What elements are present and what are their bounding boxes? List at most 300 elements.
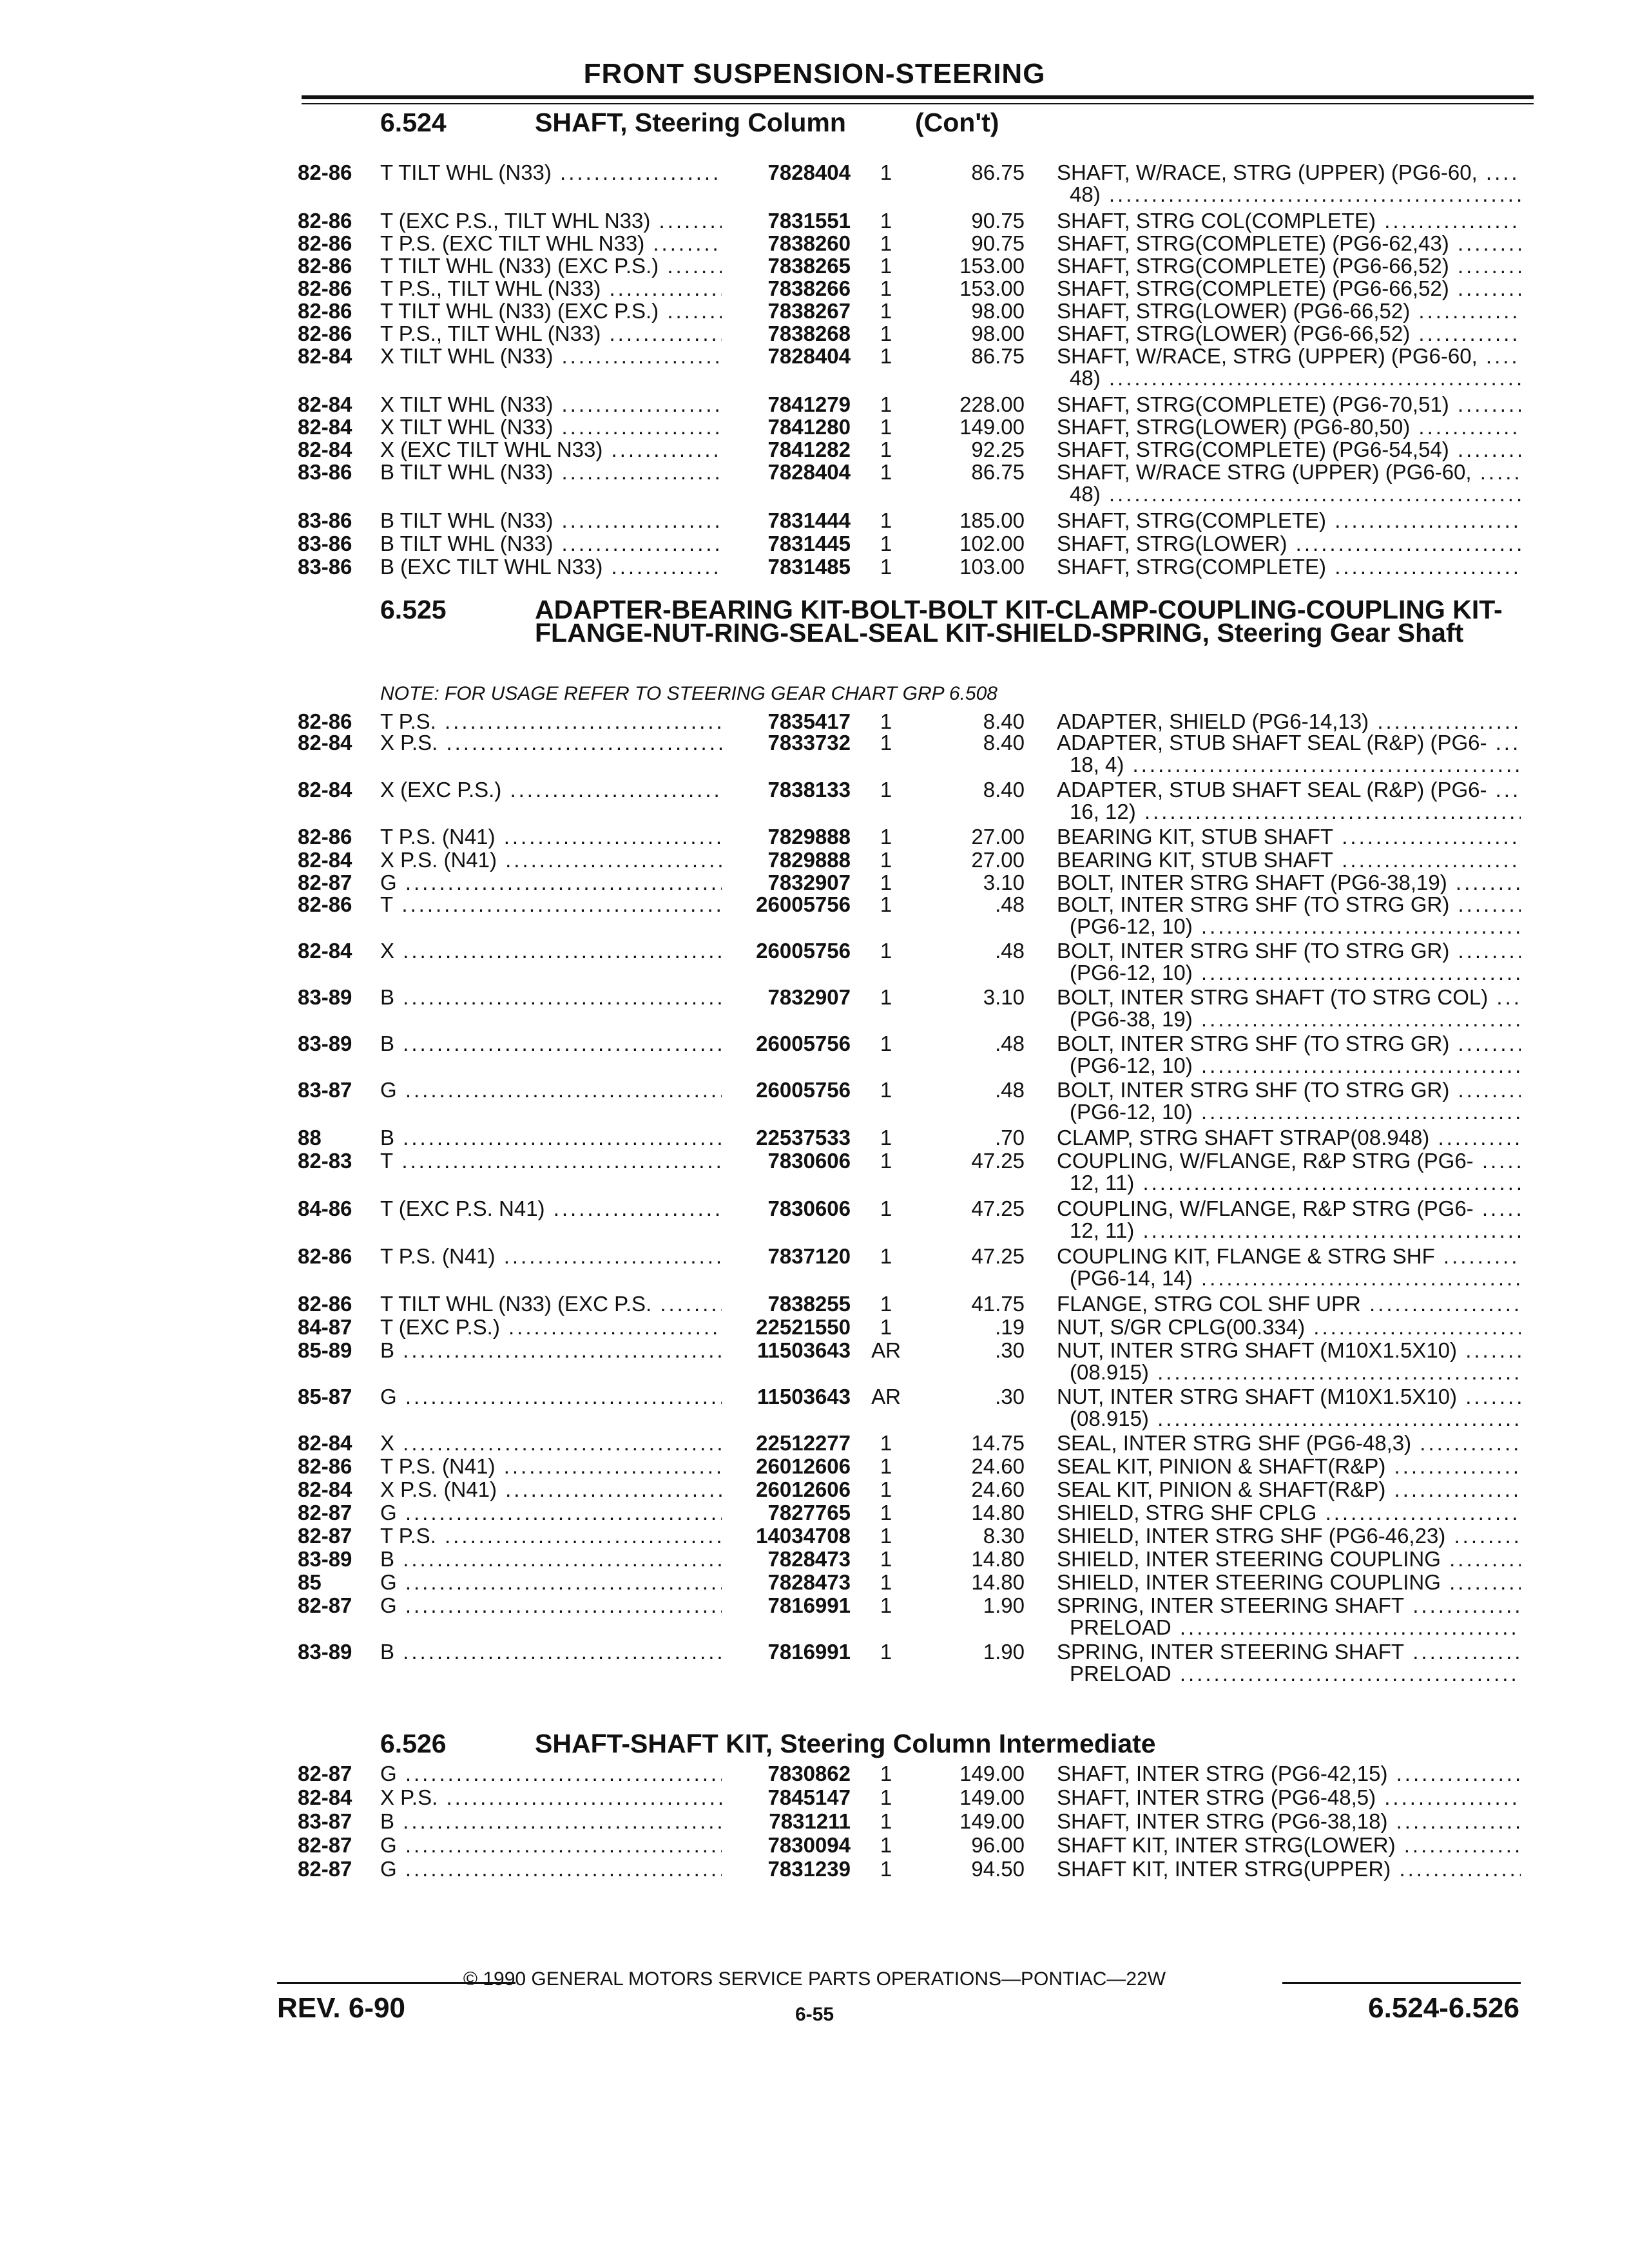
row-price: 86.75 xyxy=(971,460,1025,484)
row-years: 83-89 xyxy=(298,1032,352,1055)
row-price: 14.80 xyxy=(971,1570,1025,1594)
row-models: X P.S. (N41) ..... xyxy=(380,849,722,872)
row-years: 82-84 xyxy=(298,415,352,439)
row-models: T P.S. (N41) ..... xyxy=(380,1245,722,1268)
row-models: T TILT WHL (N33) ..... xyxy=(380,161,722,184)
footer-page-number: 6-55 xyxy=(795,2004,834,2025)
row-quantity: 1 xyxy=(880,437,892,461)
row-models: X ..... xyxy=(380,1432,722,1455)
row-description: BEARING KIT, STUB SHAFT ..... xyxy=(1057,825,1521,849)
row-models: X ..... xyxy=(380,939,722,963)
row-models: T P.S. ..... xyxy=(380,710,722,733)
table-row xyxy=(0,825,1629,851)
row-years: 82-86 xyxy=(298,709,352,733)
row-price: 27.00 xyxy=(971,825,1025,849)
row-price: 8.40 xyxy=(983,778,1025,802)
row-models: T P.S., TILT WHL (N33) ..... xyxy=(380,277,722,300)
row-quantity: 1 xyxy=(880,1196,892,1220)
row-models: G ..... xyxy=(380,1762,722,1785)
row-quantity: 1 xyxy=(880,415,892,439)
row-quantity: 1 xyxy=(880,1570,892,1594)
row-price: 14.80 xyxy=(971,1547,1025,1571)
row-price: 90.75 xyxy=(971,231,1025,255)
row-price: .48 xyxy=(995,1078,1025,1102)
row-description-continued: 48) ..... xyxy=(1070,483,1521,506)
row-price: 96.00 xyxy=(971,1833,1025,1857)
row-models: G ..... xyxy=(380,871,722,894)
row-description: SHAFT, STRG(COMPLETE) ..... xyxy=(1057,555,1521,579)
row-price: .48 xyxy=(995,892,1025,916)
row-models: B ..... xyxy=(380,986,722,1009)
table-row xyxy=(0,1126,1629,1152)
row-models: G ..... xyxy=(380,1571,722,1594)
table-row xyxy=(0,1316,1629,1341)
row-models: G ..... xyxy=(380,1385,722,1408)
row-part-number: 7829888 xyxy=(767,848,851,872)
header-rule-thin xyxy=(302,103,1534,104)
section-title: SHAFT-SHAFT KIT, Steering Column Intermediate xyxy=(535,1729,1156,1758)
row-quantity: 1 xyxy=(880,939,892,963)
table-row xyxy=(0,1810,1629,1836)
table-row-continuation xyxy=(0,367,1629,392)
table-row xyxy=(0,1524,1629,1550)
row-description: SHAFT, STRG(LOWER) (PG6-66,52) ..... xyxy=(1057,300,1521,323)
row-price: 228.00 xyxy=(959,392,1025,416)
row-years: 83-87 xyxy=(298,1809,352,1833)
row-price: .48 xyxy=(995,1032,1025,1055)
row-years: 82-86 xyxy=(298,1454,352,1478)
row-quantity: 1 xyxy=(880,1785,892,1809)
row-price: 3.10 xyxy=(983,985,1025,1009)
row-part-number: 26005756 xyxy=(756,1032,851,1055)
section-title: SHAFT, Steering Column xyxy=(535,108,846,137)
row-description: SHAFT, STRG(COMPLETE) (PG6-62,43) ..... xyxy=(1057,232,1521,255)
row-part-number: 7838260 xyxy=(767,231,851,255)
table-row-continuation xyxy=(0,1171,1629,1197)
section-continued: (Con't) xyxy=(915,108,999,137)
row-years: 85-87 xyxy=(298,1385,352,1408)
row-quantity: 1 xyxy=(880,731,892,754)
row-description-continued: (PG6-12, 10) ..... xyxy=(1070,961,1521,985)
row-price: 153.00 xyxy=(959,254,1025,278)
row-models: T P.S. ..... xyxy=(380,1524,722,1548)
row-quantity: 1 xyxy=(880,848,892,872)
row-part-number: 22512277 xyxy=(756,1431,851,1455)
row-description: BOLT, INTER STRG SHAFT (TO STRG COL) ..... xyxy=(1057,986,1521,1009)
row-description: BOLT, INTER STRG SHF (TO STRG GR) ..... xyxy=(1057,893,1521,916)
row-years: 82-87 xyxy=(298,870,352,894)
row-price: 24.60 xyxy=(971,1477,1025,1501)
row-part-number: 26005756 xyxy=(756,1078,851,1102)
row-years: 82-84 xyxy=(298,1477,352,1501)
row-years: 82-84 xyxy=(298,848,352,872)
row-part-number: 7845147 xyxy=(767,1785,851,1809)
row-models: B TILT WHL (N33) ..... xyxy=(380,461,722,484)
row-description-continued: (08.915) ..... xyxy=(1070,1361,1521,1384)
section-number: 6.525 xyxy=(380,595,447,624)
row-years: 83-86 xyxy=(298,532,352,555)
row-models: T P.S., TILT WHL (N33) ..... xyxy=(380,322,722,345)
row-quantity: 1 xyxy=(880,1833,892,1857)
row-quantity: 1 xyxy=(880,344,892,368)
row-price: 86.75 xyxy=(971,344,1025,368)
row-price: 98.00 xyxy=(971,322,1025,345)
row-price: .30 xyxy=(995,1338,1025,1362)
table-row-continuation xyxy=(0,800,1629,826)
row-models: B TILT WHL (N33) ..... xyxy=(380,509,722,532)
row-part-number: 26012606 xyxy=(756,1477,851,1501)
row-description: NUT, S/GR CPLG(00.334) ..... xyxy=(1057,1316,1521,1339)
page-title: FRONT SUSPENSION-STEERING xyxy=(583,58,1046,90)
row-models: X TILT WHL (N33) ..... xyxy=(380,345,722,368)
row-part-number: 7838265 xyxy=(767,254,851,278)
table-row xyxy=(0,1571,1629,1597)
row-models: X P.S. (N41) ..... xyxy=(380,1478,722,1501)
row-part-number: 7841280 xyxy=(767,415,851,439)
row-description-continued: (PG6-12, 10) ..... xyxy=(1070,1054,1521,1077)
row-models: T P.S. (N41) ..... xyxy=(380,1455,722,1478)
row-years: 82-86 xyxy=(298,276,352,300)
row-description-continued: (PG6-14, 14) ..... xyxy=(1070,1267,1521,1290)
table-row-continuation xyxy=(0,183,1629,209)
row-price: 94.50 xyxy=(971,1857,1025,1881)
row-description-continued: (PG6-38, 19) ..... xyxy=(1070,1008,1521,1031)
row-quantity: 1 xyxy=(880,1078,892,1102)
row-description: FLANGE, STRG COL SHF UPR ..... xyxy=(1057,1293,1521,1316)
row-description: SHAFT, STRG(COMPLETE) ..... xyxy=(1057,509,1521,532)
row-description: SHAFT, INTER STRG (PG6-42,15) ..... xyxy=(1057,1762,1521,1785)
row-years: 82-86 xyxy=(298,1292,352,1316)
row-description-continued: 18, 4) ..... xyxy=(1070,753,1521,776)
row-quantity: 1 xyxy=(880,1857,892,1881)
row-price: .19 xyxy=(995,1315,1025,1339)
row-description: BEARING KIT, STUB SHAFT ..... xyxy=(1057,849,1521,872)
row-part-number: 7828473 xyxy=(767,1570,851,1594)
row-description: SHAFT KIT, INTER STRG(LOWER) ..... xyxy=(1057,1834,1521,1857)
row-price: 149.00 xyxy=(959,1809,1025,1833)
row-quantity: 1 xyxy=(880,1477,892,1501)
row-description: SEAL KIT, PINION & SHAFT(R&P) ..... xyxy=(1057,1455,1521,1478)
row-description: SHAFT, STRG(LOWER) (PG6-80,50) ..... xyxy=(1057,416,1521,439)
row-years: 82-86 xyxy=(298,231,352,255)
row-models: X P.S. ..... xyxy=(380,731,722,754)
section-number: 6.524 xyxy=(380,108,447,137)
row-description-continued: 48) ..... xyxy=(1070,183,1521,206)
row-years: 82-84 xyxy=(298,939,352,963)
table-row-continuation xyxy=(0,483,1629,508)
row-models: X (EXC TILT WHL N33) ..... xyxy=(380,438,722,461)
row-quantity: 1 xyxy=(880,508,892,532)
row-part-number: 7828473 xyxy=(767,1547,851,1571)
row-part-number: 7831239 xyxy=(767,1857,851,1881)
row-quantity: 1 xyxy=(880,254,892,278)
row-description: NUT, INTER STRG SHAFT (M10X1.5X10) ..... xyxy=(1057,1339,1521,1362)
row-models: T ..... xyxy=(380,893,722,916)
row-years: 82-87 xyxy=(298,1524,352,1548)
row-price: .30 xyxy=(995,1385,1025,1408)
row-years: 82-83 xyxy=(298,1149,352,1173)
row-description: BOLT, INTER STRG SHF (TO STRG GR) ..... xyxy=(1057,1032,1521,1055)
row-models: T P.S. (EXC TILT WHL N33) ..... xyxy=(380,232,722,255)
table-row-continuation xyxy=(0,915,1629,941)
row-description: SHAFT, INTER STRG (PG6-48,5) ..... xyxy=(1057,1786,1521,1809)
row-description-continued: (PG6-12, 10) ..... xyxy=(1070,915,1521,938)
row-part-number: 7816991 xyxy=(767,1593,851,1617)
row-part-number: 7816991 xyxy=(767,1640,851,1664)
row-quantity: 1 xyxy=(880,1244,892,1268)
row-description-continued: PRELOAD ..... xyxy=(1070,1662,1521,1686)
row-description: SPRING, INTER STEERING SHAFT ..... xyxy=(1057,1594,1521,1617)
table-row-continuation xyxy=(0,1219,1629,1245)
row-years: 82-84 xyxy=(298,778,352,802)
row-part-number: 7838133 xyxy=(767,778,851,802)
row-description: SHAFT, INTER STRG (PG6-38,18) ..... xyxy=(1057,1810,1521,1833)
row-description: COUPLING, W/FLANGE, R&P STRG (PG6- ..... xyxy=(1057,1197,1521,1220)
row-quantity: 1 xyxy=(880,1126,892,1149)
row-quantity: 1 xyxy=(880,1547,892,1571)
row-quantity: 1 xyxy=(880,892,892,916)
row-price: 14.80 xyxy=(971,1501,1025,1524)
row-description-continued: 48) ..... xyxy=(1070,367,1521,390)
row-description: BOLT, INTER STRG SHF (TO STRG GR) ..... xyxy=(1057,939,1521,963)
row-years: 83-86 xyxy=(298,508,352,532)
row-description: SHAFT KIT, INTER STRG(UPPER) ..... xyxy=(1057,1858,1521,1881)
row-years: 82-86 xyxy=(298,160,352,184)
row-price: 8.40 xyxy=(983,731,1025,754)
row-models: X P.S. ..... xyxy=(380,1786,722,1809)
row-years: 83-86 xyxy=(298,555,352,579)
row-quantity: 1 xyxy=(880,1032,892,1055)
row-description-continued: (PG6-12, 10) ..... xyxy=(1070,1100,1521,1124)
table-row-continuation xyxy=(0,1407,1629,1433)
row-price: 92.25 xyxy=(971,437,1025,461)
table-row-continuation xyxy=(0,1054,1629,1080)
row-years: 82-86 xyxy=(298,322,352,345)
row-years: 82-84 xyxy=(298,437,352,461)
row-part-number: 7831444 xyxy=(767,508,851,532)
row-models: B ..... xyxy=(380,1640,722,1664)
row-description: ADAPTER, STUB SHAFT SEAL (R&P) (PG6- ..... xyxy=(1057,731,1521,754)
section-title: ADAPTER-BEARING KIT-BOLT-BOLT KIT-CLAMP-COUPLING-COUPLING KIT-FLANGE-NUT-RING-SEAL-SEAL KIT-SHIELD-SPRING, Steering Gear Shaft xyxy=(535,595,1503,648)
row-years: 83-89 xyxy=(298,985,352,1009)
row-models: B ..... xyxy=(380,1126,722,1149)
table-row xyxy=(0,1834,1629,1860)
row-description: SEAL KIT, PINION & SHAFT(R&P) ..... xyxy=(1057,1478,1521,1501)
row-description: SPRING, INTER STEERING SHAFT ..... xyxy=(1057,1640,1521,1664)
row-years: 82-86 xyxy=(298,892,352,916)
row-part-number: 11503643 xyxy=(757,1385,851,1408)
row-quantity: 1 xyxy=(880,778,892,802)
row-quantity: 1 xyxy=(880,322,892,345)
row-years: 82-87 xyxy=(298,1857,352,1881)
row-years: 82-86 xyxy=(298,1244,352,1268)
row-models: T TILT WHL (N33) (EXC P.S.) ..... xyxy=(380,300,722,323)
row-models: X TILT WHL (N33) ..... xyxy=(380,393,722,416)
row-description: ADAPTER, SHIELD (PG6-14,13) ..... xyxy=(1057,710,1521,733)
row-quantity: 1 xyxy=(880,276,892,300)
row-description: SHAFT, W/RACE, STRG (UPPER) (PG6-60, ..... xyxy=(1057,161,1521,184)
row-price: 98.00 xyxy=(971,299,1025,323)
row-part-number: 7830094 xyxy=(767,1833,851,1857)
row-part-number: 7831445 xyxy=(767,532,851,555)
row-price: 102.00 xyxy=(959,532,1025,555)
row-part-number: 7838268 xyxy=(767,322,851,345)
row-models: B (EXC TILT WHL N33) ..... xyxy=(380,555,722,579)
row-years: 83-87 xyxy=(298,1078,352,1102)
row-price: 8.40 xyxy=(983,709,1025,733)
row-part-number: 7828404 xyxy=(767,460,851,484)
row-price: 149.00 xyxy=(959,1785,1025,1809)
row-price: 8.30 xyxy=(983,1524,1025,1548)
table-row-continuation xyxy=(0,1100,1629,1126)
row-price: 47.25 xyxy=(971,1196,1025,1220)
row-quantity: 1 xyxy=(880,299,892,323)
row-price: 3.10 xyxy=(983,870,1025,894)
row-quantity: 1 xyxy=(880,460,892,484)
table-row-continuation xyxy=(0,753,1629,779)
row-part-number: 22537533 xyxy=(756,1126,851,1149)
row-quantity: 1 xyxy=(880,1593,892,1617)
row-part-number: 7841279 xyxy=(767,392,851,416)
table-row xyxy=(0,1762,1629,1788)
row-price: 90.75 xyxy=(971,209,1025,233)
row-years: 85-89 xyxy=(298,1338,352,1362)
row-models: G ..... xyxy=(380,1834,722,1857)
row-quantity: 1 xyxy=(880,1149,892,1173)
row-quantity: 1 xyxy=(880,1524,892,1548)
row-years: 83-89 xyxy=(298,1640,352,1664)
table-row xyxy=(0,1293,1629,1318)
row-price: 47.25 xyxy=(971,1149,1025,1173)
row-quantity: 1 xyxy=(880,1292,892,1316)
row-quantity: 1 xyxy=(880,825,892,849)
row-price: 153.00 xyxy=(959,276,1025,300)
row-description: SHAFT, W/RACE, STRG (UPPER) (PG6-60, ..... xyxy=(1057,345,1521,368)
table-row xyxy=(0,555,1629,581)
row-part-number: 7837120 xyxy=(767,1244,851,1268)
row-part-number: 7831211 xyxy=(769,1809,851,1833)
row-quantity: 1 xyxy=(880,532,892,555)
row-description: CLAMP, STRG SHAFT STRAP(08.948) ..... xyxy=(1057,1126,1521,1149)
usage-note: NOTE: FOR USAGE REFER TO STEERING GEAR CHART GRP 6.508 xyxy=(380,683,998,704)
row-quantity: 1 xyxy=(880,231,892,255)
row-quantity: 1 xyxy=(880,1431,892,1455)
row-part-number: 11503643 xyxy=(757,1338,851,1362)
row-description-continued: 12, 11) ..... xyxy=(1070,1219,1521,1242)
row-years: 85 xyxy=(298,1570,322,1594)
table-row xyxy=(0,1858,1629,1883)
row-part-number: 7841282 xyxy=(767,437,851,461)
row-models: B ..... xyxy=(380,1548,722,1571)
row-years: 84-86 xyxy=(298,1196,352,1220)
row-years: 82-84 xyxy=(298,1785,352,1809)
row-part-number: 26005756 xyxy=(756,892,851,916)
row-quantity: 1 xyxy=(880,1454,892,1478)
row-quantity: AR xyxy=(871,1338,901,1362)
row-description: SHAFT, STRG(COMPLETE) (PG6-66,52) ..... xyxy=(1057,255,1521,278)
row-models: G ..... xyxy=(380,1501,722,1524)
row-description: COUPLING KIT, FLANGE & STRG SHF ..... xyxy=(1057,1245,1521,1268)
row-part-number: 22521550 xyxy=(756,1315,851,1339)
row-years: 82-86 xyxy=(298,299,352,323)
row-description: BOLT, INTER STRG SHAFT (PG6-38,19) ..... xyxy=(1057,871,1521,894)
header-rule xyxy=(302,95,1534,99)
row-description: SHAFT, STRG(COMPLETE) (PG6-66,52) ..... xyxy=(1057,277,1521,300)
row-models: T (EXC P.S.) ..... xyxy=(380,1316,722,1339)
row-years: 82-87 xyxy=(298,1762,352,1785)
row-models: X TILT WHL (N33) ..... xyxy=(380,416,722,439)
row-price: 41.75 xyxy=(971,1292,1025,1316)
row-part-number: 26005756 xyxy=(756,939,851,963)
row-part-number: 7828404 xyxy=(767,160,851,184)
row-years: 83-86 xyxy=(298,460,352,484)
row-description: SHAFT, STRG(LOWER) (PG6-66,52) ..... xyxy=(1057,322,1521,345)
row-description-continued: PRELOAD ..... xyxy=(1070,1616,1521,1639)
row-description: SHIELD, STRG SHF CPLG ..... xyxy=(1057,1501,1521,1524)
row-price: 14.75 xyxy=(971,1431,1025,1455)
row-part-number: 7833732 xyxy=(767,731,851,754)
row-price: 1.90 xyxy=(983,1593,1025,1617)
table-row xyxy=(0,509,1629,535)
row-models: T (EXC P.S. N41) ..... xyxy=(380,1197,722,1220)
row-price: .48 xyxy=(995,939,1025,963)
row-description: SHIELD, INTER STEERING COUPLING ..... xyxy=(1057,1548,1521,1571)
row-description: SHAFT, STRG(COMPLETE) (PG6-70,51) ..... xyxy=(1057,393,1521,416)
row-description: SHIELD, INTER STRG SHF (PG6-46,23) ..... xyxy=(1057,1524,1521,1548)
row-years: 82-86 xyxy=(298,209,352,233)
row-description: NUT, INTER STRG SHAFT (M10X1.5X10) ..... xyxy=(1057,1385,1521,1408)
row-years: 83-89 xyxy=(298,1547,352,1571)
row-price: 47.25 xyxy=(971,1244,1025,1268)
row-description-continued: 16, 12) ..... xyxy=(1070,800,1521,823)
row-price: 185.00 xyxy=(959,508,1025,532)
row-part-number: 7838266 xyxy=(767,276,851,300)
row-part-number: 7838255 xyxy=(767,1292,851,1316)
row-quantity: 1 xyxy=(880,870,892,894)
row-models: T ..... xyxy=(380,1149,722,1173)
table-row xyxy=(0,532,1629,558)
row-models: T (EXC P.S., TILT WHL N33) ..... xyxy=(380,209,722,233)
row-models: G ..... xyxy=(380,1594,722,1617)
row-years: 82-87 xyxy=(298,1593,352,1617)
row-models: T P.S. (N41) ..... xyxy=(380,825,722,849)
row-description: ADAPTER, STUB SHAFT SEAL (R&P) (PG6- ..... xyxy=(1057,778,1521,802)
row-models: X (EXC P.S.) ..... xyxy=(380,778,722,802)
row-models: B TILT WHL (N33) ..... xyxy=(380,532,722,555)
table-row xyxy=(0,1548,1629,1573)
row-models: G ..... xyxy=(380,1079,722,1102)
row-description: COUPLING, W/FLANGE, R&P STRG (PG6- ..... xyxy=(1057,1149,1521,1173)
table-row xyxy=(0,1432,1629,1457)
row-price: 1.90 xyxy=(983,1640,1025,1664)
row-price: 27.00 xyxy=(971,848,1025,872)
row-price: .70 xyxy=(995,1126,1025,1149)
row-description: SHAFT, STRG(LOWER) ..... xyxy=(1057,532,1521,555)
table-row-continuation xyxy=(0,1267,1629,1293)
row-years: 88 xyxy=(298,1126,322,1149)
row-models: G ..... xyxy=(380,1858,722,1881)
table-row-continuation xyxy=(0,961,1629,987)
row-quantity: 1 xyxy=(880,985,892,1009)
row-models: T TILT WHL (N33) (EXC P.S.) ..... xyxy=(380,255,722,278)
row-part-number: 7831485 xyxy=(767,555,851,579)
row-part-number: 14034708 xyxy=(756,1524,851,1548)
footer-section-range: 6.524-6.526 xyxy=(1368,1992,1519,2024)
row-years: 82-87 xyxy=(298,1833,352,1857)
row-price: 24.60 xyxy=(971,1454,1025,1478)
row-description: BOLT, INTER STRG SHF (TO STRG GR) ..... xyxy=(1057,1079,1521,1102)
table-row xyxy=(0,1478,1629,1504)
